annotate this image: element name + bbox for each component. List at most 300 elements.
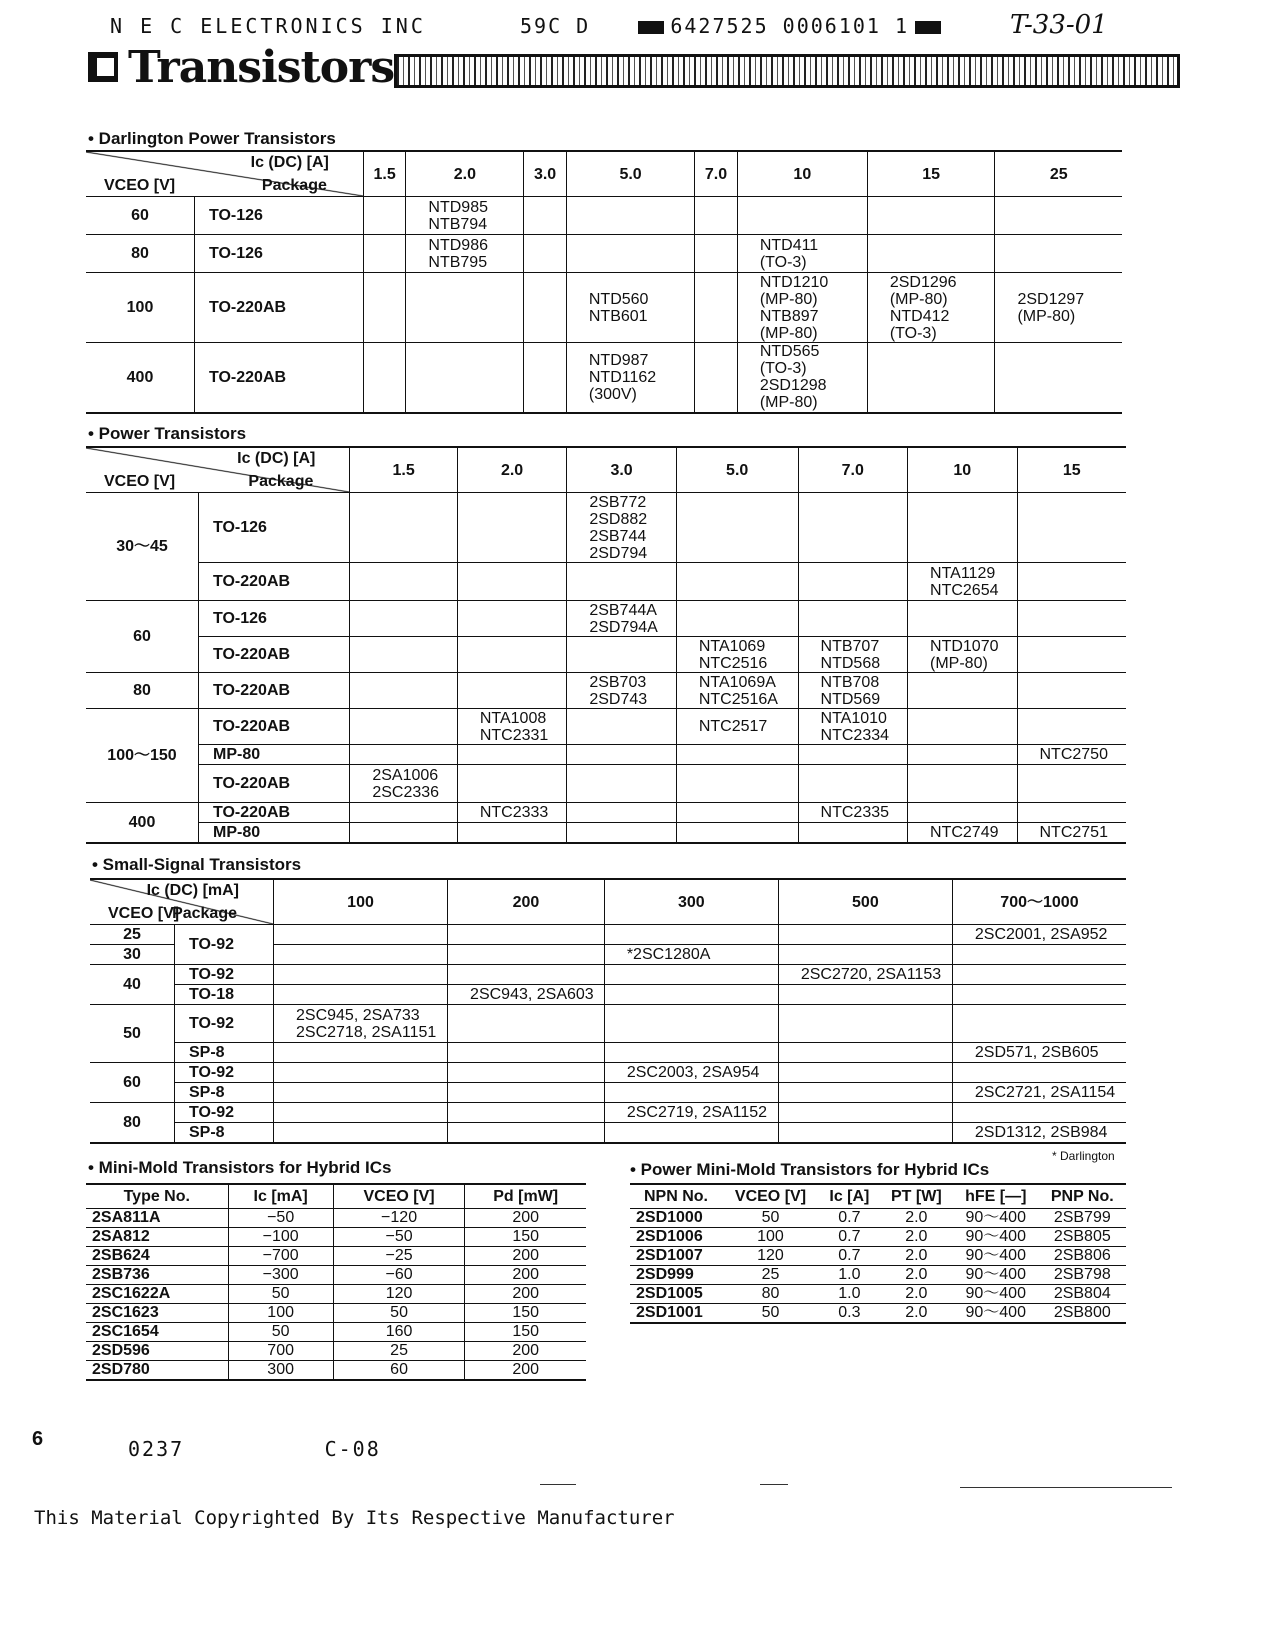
package-cell: TO-92 [175,1005,274,1043]
vceo-cell: 80 [86,673,199,709]
value-cell: 700 [228,1342,333,1361]
package-cell: TO-126 [199,601,350,637]
part-cell [350,601,457,637]
value-cell: 90～400 [953,1266,1039,1285]
value-cell: 90～400 [953,1247,1039,1266]
part-cell [567,637,677,673]
part-cell [952,1103,1126,1123]
part-cell [1017,601,1126,637]
part-cell [350,493,457,563]
part-cell [778,1123,952,1143]
column-header: 3.0 [524,151,567,197]
table-row [630,1285,1126,1304]
value-cell: 50 [228,1285,333,1304]
table-row [630,1266,1126,1285]
part-cell [274,1083,448,1103]
value-cell: 0.3 [819,1304,880,1324]
table-row [86,1342,586,1361]
part-cell [778,945,952,965]
part-cell: 2SC945, 2SA733 2SC2718, 2SA1151 [274,1005,448,1043]
part-cell [363,273,406,343]
table-row [86,1266,586,1285]
part-cell: 2SC2720, 2SA1153 [778,965,952,985]
darlington-footnote: * Darlington [1052,1149,1115,1163]
part-cell: 2SD1312, 2SB984 [952,1123,1126,1143]
part-cell [676,745,798,765]
ic-axis-label: Ic (DC) [A] [250,154,329,171]
package-cell: SP-8 [175,1043,274,1063]
part-cell: NTD987 NTD1162 (300V) [566,343,694,413]
part-cell [798,823,907,843]
value-cell: 25 [333,1342,465,1361]
column-header: 25 [995,151,1122,197]
value-cell: 200 [465,1209,586,1228]
package-cell: TO-92 [175,1103,274,1123]
value-cell: 1.0 [819,1266,880,1285]
part-cell: NTD411 (TO-3) [737,235,867,273]
part-cell: NTA1069A NTC2516A [676,673,798,709]
part-cell [457,601,566,637]
part-cell [448,1063,605,1083]
table-row [86,601,1126,637]
part-cell [457,493,566,563]
type-number-cell: 2SC1654 [86,1323,228,1342]
part-cell [274,1043,448,1063]
footer-codes [128,1437,381,1461]
part-cell: NTD565 (TO-3) 2SD1298 (MP-80) [737,343,867,413]
corner-header-cell [90,879,274,925]
ic-axis-label: Ic (DC) [A] [237,450,316,467]
part-cell [695,197,738,235]
value-cell: 60 [333,1361,465,1381]
part-cell: 2SD1296 (MP-80) NTD412 (TO-3) [867,273,995,343]
part-cell [566,235,694,273]
value-cell: 2.0 [880,1266,953,1285]
page-title: Transistors [128,42,395,93]
part-cell [524,235,567,273]
part-cell [457,745,566,765]
part-cell: 2SC2721, 2SA1154 [952,1083,1126,1103]
part-cell [798,745,907,765]
part-cell [604,1043,778,1063]
part-cell [676,803,798,823]
package-axis-label: Package [248,473,314,490]
table-row [86,1285,586,1304]
pnp-number-cell: 2SB799 [1039,1209,1126,1228]
column-header: 7.0 [798,447,907,493]
column-header: 700～1000 [952,879,1126,925]
part-cell [908,765,1017,803]
vceo-cell: 80 [86,235,195,273]
part-cell [737,197,867,235]
part-cell: 2SC2001, 2SA952 [952,925,1126,945]
table-row [86,273,1122,343]
value-cell: −50 [228,1209,333,1228]
table-row [86,745,1126,765]
table-row [86,673,1126,709]
column-header: 500 [778,879,952,925]
mini-mold-table [86,1183,586,1381]
header-code: 59C D [520,14,591,38]
part-cell [274,925,448,945]
package-cell: TO-92 [175,925,274,965]
corner-header-cell [86,447,350,493]
part-cell: NTD986 NTB795 [406,235,524,273]
ic-axis-label: Ic (DC) [mA] [146,882,239,899]
part-cell: NTC2333 [457,803,566,823]
pnp-number-cell: 2SB798 [1039,1266,1126,1285]
package-cell: TO-220AB [199,803,350,823]
vceo-axis-label: VCEO [V] [108,905,180,922]
vceo-axis-label: VCEO [V] [104,473,176,490]
part-cell [448,1103,605,1123]
column-header: Type No. [86,1184,228,1209]
value-cell: 200 [465,1361,586,1381]
part-cell [778,1043,952,1063]
value-cell: 300 [228,1361,333,1381]
corner-header-cell [86,151,363,197]
column-header: Pd [mW] [465,1184,586,1209]
part-cell: 2SA1006 2SC2336 [350,765,457,803]
part-cell [604,1083,778,1103]
value-cell: 2.0 [880,1304,953,1324]
part-cell [457,823,566,843]
title-decor-bar [394,54,1180,88]
package-cell: SP-8 [175,1123,274,1143]
header-row [86,151,1122,197]
npn-number-cell: 2SD999 [630,1266,722,1285]
package-cell: TO-220AB [199,765,350,803]
value-cell: 2.0 [880,1228,953,1247]
value-cell: 100 [722,1228,819,1247]
copyright-notice: This Material Copyrighted By Its Respective Manufacturer [34,1507,675,1529]
part-cell [798,765,907,803]
part-cell [406,343,524,413]
value-cell: 90～400 [953,1209,1039,1228]
part-cell [798,493,907,563]
part-cell [908,745,1017,765]
value-cell: 90～400 [953,1228,1039,1247]
part-cell [798,601,907,637]
value-cell: 120 [333,1285,465,1304]
barcode-block-icon [638,21,664,34]
part-cell [604,985,778,1005]
part-cell [952,1005,1126,1043]
package-cell: TO-220AB [199,563,350,601]
column-header: 2.0 [457,447,566,493]
part-cell [524,197,567,235]
part-cell [867,197,995,235]
page-number: 6 [32,1428,44,1450]
value-cell: 200 [465,1285,586,1304]
part-cell [695,343,738,413]
part-cell [778,985,952,1005]
part-cell [1017,709,1126,745]
footer-code-1: 0237 [128,1437,185,1461]
part-cell [1017,637,1126,673]
part-cell [350,673,457,709]
part-cell [995,235,1122,273]
part-cell [350,745,457,765]
part-cell [363,343,406,413]
part-cell [952,985,1126,1005]
pnp-number-cell: 2SB806 [1039,1247,1126,1266]
power-mini-mold-table [630,1183,1126,1324]
part-cell [995,343,1122,413]
part-cell: NTA1008 NTC2331 [457,709,566,745]
part-cell [350,709,457,745]
part-cell [908,673,1017,709]
part-cell: NTC2335 [798,803,907,823]
part-cell: 2SD571, 2SB605 [952,1043,1126,1063]
part-cell [798,563,907,601]
part-cell [1017,563,1126,601]
table-row [630,1304,1126,1324]
table-row [90,985,1126,1005]
part-cell [778,1083,952,1103]
darlington-table [86,150,1122,414]
package-cell: MP-80 [199,823,350,843]
barcode-block-icon [915,21,941,34]
part-cell [448,1123,605,1143]
part-cell [1017,765,1126,803]
part-cell [448,1043,605,1063]
part-cell: *2SC1280A [604,945,778,965]
table-row [86,1304,586,1323]
table-row [86,709,1126,745]
part-cell [350,823,457,843]
value-cell: 150 [465,1304,586,1323]
value-cell: 1.0 [819,1285,880,1304]
part-cell [695,273,738,343]
part-cell [952,945,1126,965]
value-cell: 150 [465,1228,586,1247]
value-cell: 50 [722,1209,819,1228]
package-cell: TO-220AB [195,273,364,343]
small-signal-heading: • Small-Signal Transistors [92,855,302,874]
value-cell: −120 [333,1209,465,1228]
value-cell: 90～400 [953,1304,1039,1324]
part-cell [363,197,406,235]
vceo-cell: 25 [90,925,175,945]
package-cell: TO-220AB [199,637,350,673]
value-cell: 0.7 [819,1209,880,1228]
table-row [90,1063,1126,1083]
part-cell [457,563,566,601]
pnp-number-cell: 2SB800 [1039,1304,1126,1324]
table-row [86,1323,586,1342]
part-cell: NTA1069 NTC2516 [676,637,798,673]
table-row [90,965,1126,985]
part-cell [1017,493,1126,563]
package-cell: TO-220AB [195,343,364,413]
vceo-cell: 30 [90,945,175,965]
vceo-cell: 60 [90,1063,175,1103]
column-header: 1.5 [350,447,457,493]
company-header: N E C ELECTRONICS INC [110,14,426,38]
part-cell [908,493,1017,563]
value-cell: 25 [722,1266,819,1285]
column-header: 3.0 [567,447,677,493]
part-cell: NTD1210 (MP-80) NTB897 (MP-80) [737,273,867,343]
header-code-line [520,14,947,38]
header-row [86,1184,586,1209]
value-cell: 50 [228,1323,333,1342]
value-cell: 0.7 [819,1247,880,1266]
table-row [86,1247,586,1266]
part-cell [952,965,1126,985]
darlington-heading: • Darlington Power Transistors [88,129,336,148]
package-cell: MP-80 [199,745,350,765]
vceo-cell: 50 [90,1005,175,1063]
column-header: 10 [737,151,867,197]
column-header: 300 [604,879,778,925]
handwritten-note: T-33-01 [1010,10,1108,40]
part-cell [695,235,738,273]
vceo-axis-label: VCEO [V] [104,177,176,194]
part-cell [908,601,1017,637]
column-header: VCEO [V] [333,1184,465,1209]
part-cell: 2SB744A 2SD794A [567,601,677,637]
part-cell [676,601,798,637]
footer-code-2: C-08 [324,1437,381,1461]
part-cell [350,563,457,601]
value-cell: 160 [333,1323,465,1342]
part-cell: 2SB772 2SD882 2SB744 2SD794 [567,493,677,563]
part-cell [274,945,448,965]
part-cell [448,1005,605,1043]
table-row [86,823,1126,843]
package-cell: TO-220AB [199,709,350,745]
table-row [90,1123,1126,1143]
part-cell: NTB707 NTD568 [798,637,907,673]
part-cell [676,563,798,601]
part-cell [567,745,677,765]
table-row [630,1247,1126,1266]
part-cell [274,1063,448,1083]
column-header: 1.5 [363,151,406,197]
column-header: 200 [448,879,605,925]
type-number-cell: 2SA811A [86,1209,228,1228]
table-row [86,1209,586,1228]
type-number-cell: 2SC1622A [86,1285,228,1304]
type-number-cell: 2SB624 [86,1247,228,1266]
table-row [90,925,1126,945]
vceo-cell: 100～150 [86,709,199,803]
package-cell: TO-220AB [199,673,350,709]
value-cell: 80 [722,1285,819,1304]
type-number-cell: 2SD780 [86,1361,228,1381]
npn-number-cell: 2SD1005 [630,1285,722,1304]
value-cell: −300 [228,1266,333,1285]
npn-number-cell: 2SD1000 [630,1209,722,1228]
table-row [86,563,1126,601]
part-cell [676,823,798,843]
column-header: Ic [mA] [228,1184,333,1209]
part-cell: NTD1070 (MP-80) [908,637,1017,673]
section-logo-icon [88,52,118,82]
value-cell: 0.7 [819,1228,880,1247]
part-cell [567,563,677,601]
type-number-cell: 2SA812 [86,1228,228,1247]
vceo-cell: 400 [86,803,199,843]
footer-rule [540,1484,576,1485]
vceo-cell: 60 [86,197,195,235]
column-header: hFE [—] [953,1184,1039,1209]
value-cell: 2.0 [880,1285,953,1304]
column-header: 5.0 [566,151,694,197]
part-cell: 2SB703 2SD743 [567,673,677,709]
part-cell [457,673,566,709]
part-cell [1017,803,1126,823]
part-cell: NTD985 NTB794 [406,197,524,235]
part-cell [908,803,1017,823]
part-cell [274,1103,448,1123]
part-cell [524,273,567,343]
part-cell [676,765,798,803]
table-row [86,235,1122,273]
value-cell: 90～400 [953,1285,1039,1304]
table-row [86,493,1126,563]
value-cell: −25 [333,1247,465,1266]
part-cell [778,1063,952,1083]
part-cell [567,765,677,803]
vceo-cell: 30～45 [86,493,199,601]
part-cell [524,343,567,413]
part-cell: NTA1129 NTC2654 [908,563,1017,601]
package-cell: TO-92 [175,1063,274,1083]
part-cell [604,965,778,985]
pnp-number-cell: 2SB805 [1039,1228,1126,1247]
part-cell [604,1005,778,1043]
value-cell: 200 [465,1247,586,1266]
part-cell [448,1083,605,1103]
value-cell: 150 [465,1323,586,1342]
table-row [86,803,1126,823]
column-header: VCEO [V] [722,1184,819,1209]
part-cell [676,493,798,563]
vceo-cell: 40 [90,965,175,1005]
part-cell [567,823,677,843]
table-row [86,637,1126,673]
part-cell [363,235,406,273]
power-heading: • Power Transistors [88,424,247,443]
column-header: 5.0 [676,447,798,493]
header-row [630,1184,1126,1209]
column-header: Ic [A] [819,1184,880,1209]
footer-rule [760,1484,788,1485]
power-table [86,446,1126,844]
vceo-cell: 80 [90,1103,175,1143]
part-cell: NTB708 NTD569 [798,673,907,709]
package-cell: TO-126 [199,493,350,563]
package-cell: TO-126 [195,197,364,235]
type-number-cell: 2SD596 [86,1342,228,1361]
value-cell: −700 [228,1247,333,1266]
part-cell [604,1123,778,1143]
part-cell [567,803,677,823]
column-header: 2.0 [406,151,524,197]
value-cell: 200 [465,1342,586,1361]
value-cell: 200 [465,1266,586,1285]
value-cell: 50 [722,1304,819,1324]
column-header: 100 [274,879,448,925]
part-cell: 2SC2003, 2SA954 [604,1063,778,1083]
part-cell [952,1063,1126,1083]
part-cell: 2SC943, 2SA603 [448,985,605,1005]
type-number-cell: 2SC1623 [86,1304,228,1323]
part-cell: NTA1010 NTC2334 [798,709,907,745]
